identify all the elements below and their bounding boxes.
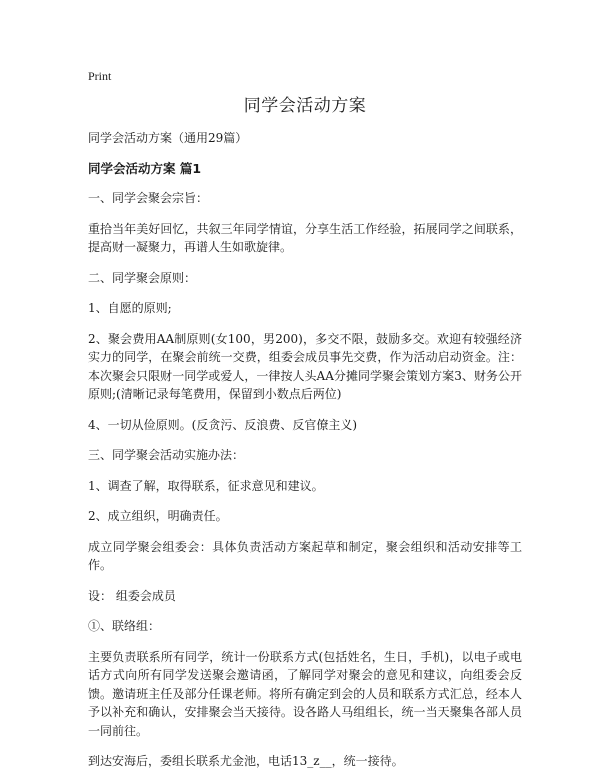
paragraph: 1、调查了解，取得联系，征求意见和建议。 [88, 478, 324, 493]
paragraph: 1、自愿的原则; [88, 301, 172, 315]
paragraph: 重拾当年美好回忆，共叙三年同学情谊，分享生活工作经验，拓展同学之间联系，提高财一凝聚力，再谱人生如歌旋律。 [88, 221, 522, 254]
paragraph: ①、联络组： [88, 619, 161, 633]
paragraph: 一、同学会聚会宗旨： [88, 191, 209, 205]
print-link[interactable]: Print [88, 69, 112, 83]
paragraph: 到达安海后，委组长联系尤金池，电话13_z__，统一接待。 [88, 754, 404, 768]
paragraph: 二、同学聚会原则： [88, 270, 197, 285]
paragraph: 设： 组委会成员 [88, 588, 176, 603]
paragraph: 成立同学聚会组委会：具体负责活动方案起草和制定，聚会组织和活动安排等工作。 [88, 539, 522, 572]
document-body [88, 189, 522, 771]
paragraph: 三、同学聚会活动实施办法： [88, 448, 245, 462]
paragraph: 主要负责联系所有同学，统计一份联系方式(包括姓名，生日，手机)，以电子或电话方式向所有同学发送聚会邀请函，了解同学对聚会的意见和建议，向组委会反馈。邀请班主任及部分任课老师。将所有确定到会的人员和联系方式汇总，经本人予以补充和确认，安排聚会当天接待。设各路人马组组长，统一当天聚集各部人员一同前往。 [88, 649, 522, 738]
document-title: 同学会活动方案 [243, 96, 367, 116]
paragraph: 4、一切从俭原则。(反贪污、反浪费、反官僚主义) [88, 417, 357, 432]
paragraph: 2、聚会费用AA制原则(女100，男200)，多交不限，鼓励多交。欢迎有较强经济实力的同学，在聚会前统一交费，组委会成员事先交费，作为活动启动资金。注：本次聚会只限财一同学或爱人，一律按人头AA分摊同学聚会策划方案3、财务公开原则;(清晰记录每笔费用，保留到小数点后两位) [88, 331, 522, 401]
document-subtitle: 同学会活动方案（通用29篇） [88, 131, 248, 145]
section-heading: 同学会活动方案 篇1 [88, 161, 202, 176]
paragraph: 2、成立组织，明确责任。 [88, 509, 228, 523]
